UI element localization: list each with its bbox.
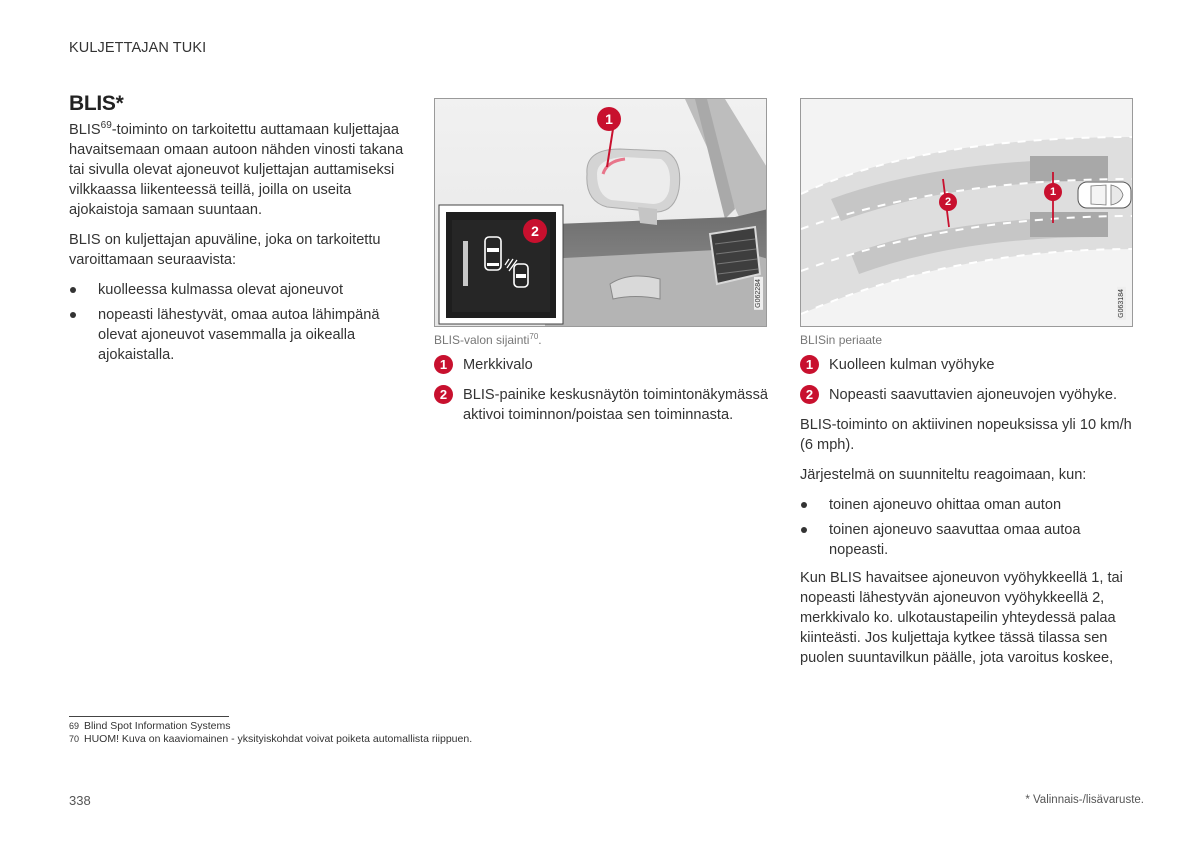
- section-header: KULJETTAJAN TUKI: [69, 40, 207, 56]
- list-item: [69, 305, 409, 365]
- list-item: [800, 520, 1135, 560]
- legend-text: BLIS-painike keskusnäytön toimintonäkymässä aktivoi toiminnon/poistaa sen toiminnasta.: [463, 387, 769, 423]
- callout-badge-1: 1: [597, 107, 621, 131]
- bullet-icon: [801, 502, 807, 508]
- callout-number-icon: 1: [434, 355, 453, 374]
- middle-column: [434, 98, 769, 435]
- left-column: [69, 92, 409, 373]
- behavior-paragraph: Kun BLIS havaitsee ajoneuvon vyöhykkeellä 1, tai nopeasti lähestyvän ajoneuvon vyöhykkeellä 2, merkkivalo ko. ulkotaustapeilin yhteydessä palaa kiinteästi. Jos kuljettaja kytkee tässä tilassa sen puolen suuntavilkun päälle, jota varoitus koskee,: [800, 570, 1123, 666]
- reaction-intro-paragraph: Järjestelmä on suunniteltu reagoimaan, kun:: [800, 467, 1087, 483]
- legend-item: [800, 385, 1135, 405]
- callout-number-icon: 1: [800, 355, 819, 374]
- callout-badge-2: 2: [939, 193, 957, 211]
- car-interior-illustration: [435, 99, 767, 327]
- legend-text: Nopeasti saavuttavien ajoneuvojen vyöhyke.: [829, 387, 1118, 403]
- caption-text: BLIS-valon sijainti: [434, 333, 530, 347]
- figure-caption: BLISin periaate: [800, 333, 883, 347]
- figure-code: G063184: [1118, 289, 1125, 318]
- legend-item: [434, 355, 769, 375]
- legend-text: Merkkivalo: [463, 357, 533, 373]
- list-item-text: kuolleessa kulmassa olevat ajoneuvot: [98, 282, 343, 298]
- page-title: BLIS*: [69, 92, 124, 115]
- blis-light-location-figure: [434, 98, 767, 327]
- reaction-list: [800, 495, 1135, 560]
- legend-text: Kuolleen kulman vyöhyke: [829, 357, 995, 373]
- purpose-paragraph: BLIS on kuljettajan apuväline, joka on tarkoitettu varoittamaan seuraavista:: [69, 232, 381, 268]
- callout-badge-2: 2: [523, 219, 547, 243]
- footnote-divider: [69, 716, 229, 717]
- footnote-number: 70: [69, 734, 80, 744]
- footnote-text: HUOM! Kuva on kaaviomainen - yksityiskohdat voivat poiketa automallista riippuen.: [84, 733, 473, 745]
- legend-item: [800, 355, 1135, 375]
- callout-number-icon: 2: [800, 385, 819, 404]
- car-icon: [1078, 182, 1131, 208]
- legend-item: [434, 385, 769, 425]
- warning-list: [69, 280, 409, 365]
- intro-paragraph: [69, 120, 409, 220]
- footnotes: [69, 716, 472, 746]
- footnote-ref-69[interactable]: 69: [100, 120, 112, 132]
- figure-caption: [434, 333, 769, 347]
- bullet-icon: [70, 287, 76, 293]
- figure-code: G062284: [755, 279, 762, 308]
- caption-end: .: [538, 333, 542, 347]
- activation-speed-paragraph: BLIS-toiminto on aktiivinen nopeuksissa yli 10 km/h (6 mph).: [800, 417, 1132, 453]
- road-zone-diagram: [801, 99, 1133, 327]
- intro-text: -toiminto on tarkoitettu auttamaan kuljettajaa havaitsemaan omaan autoon nähden vinosti takana tai sivulla olevat ajoneuvot kuljettajan auttamiseksi vilkkaassa liikenteessä teillä, joilla on useita ajokaistoja samaan suuntaan.: [69, 122, 404, 218]
- intro-prefix: BLIS: [69, 122, 101, 138]
- list-item-text: toinen ajoneuvo saavuttaa omaa autoa nopeasti.: [829, 522, 1081, 558]
- bullet-icon: [70, 312, 76, 318]
- footnote-number: 69: [69, 721, 80, 731]
- page-number: 338: [69, 793, 91, 808]
- list-item: [800, 495, 1135, 515]
- footnote-70: [69, 733, 472, 746]
- callout-number-icon: 2: [434, 385, 453, 404]
- list-item: [69, 280, 409, 300]
- list-item-text: toinen ajoneuvo ohittaa oman auton: [829, 497, 1062, 513]
- blis-principle-figure: [800, 98, 1133, 327]
- optional-equipment-note: * Valinnais-/lisävaruste.: [1025, 794, 1144, 806]
- footnote-text: Blind Spot Information Systems: [84, 720, 231, 732]
- callout-badge-1: 1: [1044, 183, 1062, 201]
- footnote-69: [69, 720, 472, 733]
- right-column: [800, 98, 1135, 678]
- bullet-icon: [801, 527, 807, 533]
- footnote-ref-70[interactable]: 70: [529, 332, 539, 341]
- list-item-text: nopeasti lähestyvät, omaa autoa lähimpänä olevat ajoneuvot vasemmalla ja oikealla ajokaistalla.: [98, 307, 380, 363]
